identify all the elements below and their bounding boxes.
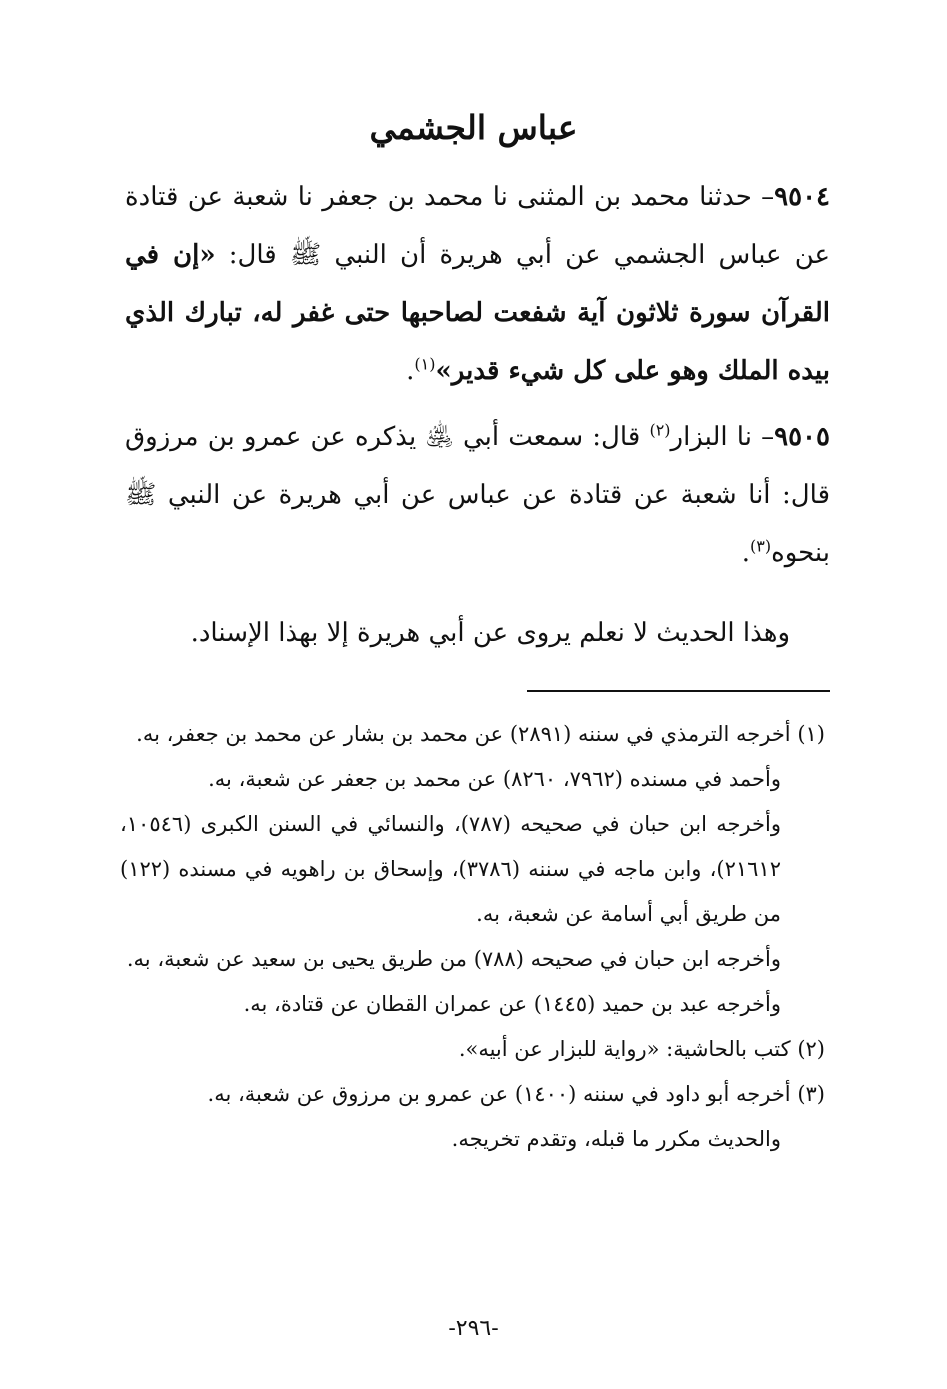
hadith-number: ٩٥٠٤	[774, 182, 830, 212]
footnote-2: (٢) كتب بالحاشية: «رواية للبزار عن أبيه».	[458, 1037, 825, 1061]
hadith-9504	[125, 168, 830, 400]
footnote-1-line: وأخرجه عبد بن حميد (١٤٤٥) عن عمران القطان عن قتادة، به.	[243, 992, 781, 1016]
author-note: وهذا الحديث لا نعلم يروى عن أبي هريرة إلا بهذا الإسناد.	[190, 618, 790, 648]
main-text	[125, 168, 830, 662]
page-number: -٢٩٦-	[448, 1316, 499, 1341]
hadith-chain: – نا البزار	[670, 422, 775, 452]
footnote-1-line: وأخرجه ابن حبان في صحيحه (٧٨٨) من طريق يحيى بن سعيد عن شعبة، به.	[126, 947, 781, 971]
footnote-1-line: وأحمد في مسنده (٧٩٦٢، ٨٢٦٠) عن محمد بن جعفر عن شعبة، به.	[208, 767, 781, 791]
footnote-divider	[527, 690, 830, 692]
hadith-number: ٩٥٠٥	[774, 422, 830, 452]
footnote-3-line: والحديث مكرر ما قبله، وتقدم تخريجه.	[451, 1127, 781, 1151]
footnote-ref[interactable]: (١)	[414, 354, 436, 374]
sentence-end: .	[741, 538, 750, 568]
hadith-9505	[125, 408, 830, 582]
footnote-3: (٣) أخرجه أبو داود في سننه (١٤٠٠) عن عمرو بن مرزوق عن شعبة، به.	[207, 1082, 825, 1106]
footnote-ref[interactable]: (٢)	[649, 420, 671, 440]
footnote-ref[interactable]: (٣)	[749, 536, 772, 556]
hadith-quote: «إن في القرآن سورة ثلاثون آية شفعت لصاحبها حتى غفر له، تبارك الذي بيده الملك وهو على كل شيء قدير»	[125, 240, 830, 386]
sentence-end: .	[406, 356, 415, 386]
hadith-chain: – حدثنا محمد بن المثنى نا محمد بن جعفر نا شعبة عن قتادة عن عباس الجشمي عن أبي هريرة أن النبي ﷺ قال:	[125, 182, 831, 270]
footnote-1-line: وأخرجه ابن حبان في صحيحه (٧٨٧)، والنسائي في السنن الكبرى (١٠٥٤٦، ٢١٦١٢)، وابن ماجه في سننه (٣٧٨٦)، وإسحاق بن راهويه في مسنده (١٢٢) من طريق أبي أسامة عن شعبة، به.	[120, 812, 781, 926]
footnote-1: (١) أخرجه الترمذي في سننه (٢٨٩١) عن محمد بن بشار عن محمد بن جعفر، به.	[136, 722, 825, 746]
section-title: عباس الجشمي	[369, 108, 578, 147]
hadith-chain-cont: قال: سمعت أبي ﵁ يذكره عن عمرو بن مرزوق قال: أنا شعبة عن قتادة عن عباس عن أبي هريرة عن النبي ﷺ بنحوه	[125, 422, 830, 568]
footnotes	[120, 712, 825, 1162]
